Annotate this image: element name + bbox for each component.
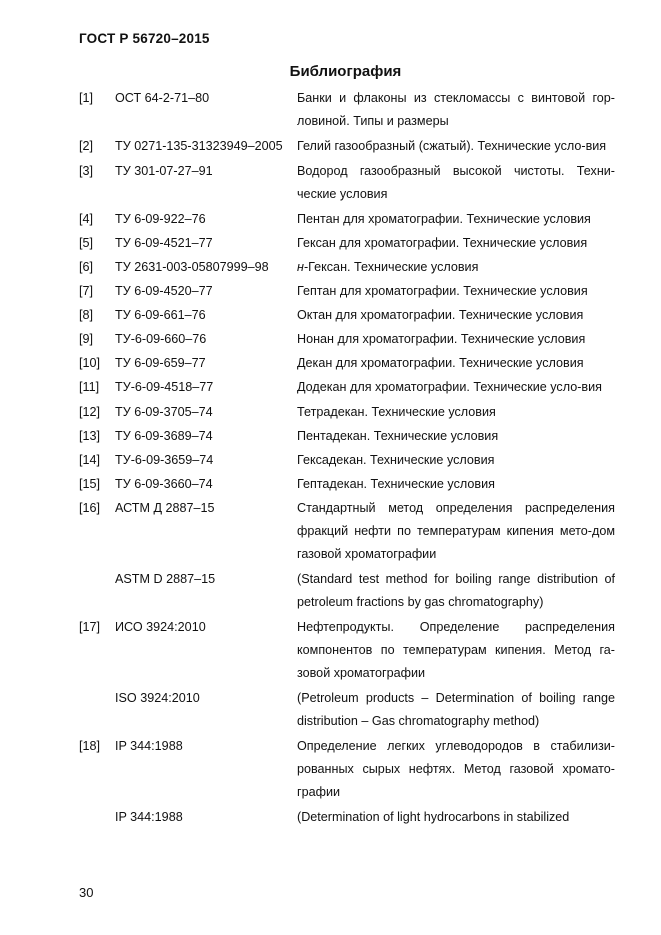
- bibliography-entry: [79, 208, 619, 231]
- entry-description: Октан для хроматографии. Технические условия: [297, 308, 584, 322]
- entry-code: ASTM D 2887–15: [115, 572, 216, 586]
- entry-code: IP 344:1988: [115, 810, 183, 824]
- entry-number: [3]: [79, 164, 94, 178]
- entry-description: Водород газообразный высокой чистоты. Техни-ческие условия: [297, 164, 615, 201]
- entry-number: [2]: [79, 139, 94, 153]
- entry-code: АСТМ Д 2887–15: [115, 501, 215, 515]
- entry-code: ИСО 3924:2010: [115, 620, 206, 634]
- entry-code: ТУ 6-09-659–77: [115, 356, 206, 370]
- entry-description: (Petroleum products – Determination of boiling range distribution – Gas chromatography method): [297, 691, 615, 728]
- bibliography-entry: [79, 232, 619, 255]
- entry-description: Гептан для хроматографии. Технические условия: [297, 284, 588, 298]
- entry-code: ТУ-6-09-3659–74: [115, 453, 214, 467]
- entry-description: Гексан для хроматографии. Технические условия: [297, 236, 588, 250]
- entry-number: [18]: [79, 739, 101, 753]
- bibliography-list: [79, 87, 619, 830]
- bibliography-entry: [79, 160, 619, 206]
- entry-code: ТУ 6-09-3705–74: [115, 405, 213, 419]
- entry-code: ТУ 6-09-3660–74: [115, 477, 213, 491]
- entry-number: [12]: [79, 405, 101, 419]
- bibliography-entry: [79, 497, 619, 566]
- entry-number: [17]: [79, 620, 101, 634]
- entry-number: [4]: [79, 212, 94, 226]
- entry-code: ТУ 6-09-661–76: [115, 308, 206, 322]
- entry-description: Определение легких углеводородов в стабилизи-рованных сырых нефтях. Метод газовой хромато-графии: [297, 739, 615, 799]
- entry-description: Пентан для хроматографии. Технические условия: [297, 212, 591, 226]
- bibliography-entry: [79, 352, 619, 375]
- entry-number: [13]: [79, 429, 101, 443]
- entry-number: [9]: [79, 332, 94, 346]
- entry-code: ТУ 6-09-922–76: [115, 212, 206, 226]
- section-title: Библиография: [289, 63, 402, 80]
- entry-description: Додекан для хроматографии. Технические усло-вия: [297, 380, 602, 394]
- entry-number: [10]: [79, 356, 101, 370]
- entry-number: [16]: [79, 501, 101, 515]
- entry-description: [297, 256, 615, 279]
- entry-number: [7]: [79, 284, 94, 298]
- entry-number: [8]: [79, 308, 94, 322]
- document-header: ГОСТ Р 56720–2015: [79, 31, 210, 46]
- entry-code: ISO 3924:2010: [115, 691, 200, 705]
- entry-description: Нонан для хроматографии. Технические условия: [297, 332, 586, 346]
- entry-code: ТУ-6-09-4518–77: [115, 380, 214, 394]
- entry-code: ТУ 6-09-4521–77: [115, 236, 213, 250]
- entry-code: ОСТ 64-2-71–80: [115, 91, 210, 105]
- entry-number: [5]: [79, 236, 94, 250]
- entry-number: [79, 687, 115, 733]
- entry-description-italic-prefix: н: [297, 260, 304, 274]
- entry-code: ТУ 2631-003-05807999–98: [115, 260, 269, 274]
- bibliography-entry: [79, 401, 619, 424]
- entry-description: Нефтепродукты. Определение распределения компонентов по температурам кипения. Метод га-зовой хроматографии: [297, 620, 615, 680]
- bibliography-entry: [79, 425, 619, 448]
- bibliography-entry: [79, 449, 619, 472]
- entry-description: (Standard test method for boiling range distribution of petroleum fractions by gas chromatography): [297, 572, 615, 609]
- entry-code: ТУ 6-09-3689–74: [115, 429, 213, 443]
- bibliography-entry: [79, 806, 619, 829]
- entry-number: [14]: [79, 453, 101, 467]
- bibliography-entry: [79, 568, 619, 614]
- entry-description: Банки и флаконы из стекломассы с винтовой гор-ловиной. Типы и размеры: [297, 91, 615, 128]
- entry-description: Стандартный метод определения распределения фракций нефти по температурам кипения мето-дом газовой хроматографии: [297, 501, 615, 561]
- bibliography-entry: [79, 473, 619, 496]
- bibliography-entry: [79, 280, 619, 303]
- entry-description: Гептадекан. Технические условия: [297, 477, 495, 491]
- entry-number: [11]: [79, 380, 100, 394]
- entry-code: ТУ-6-09-660–76: [115, 332, 207, 346]
- entry-description: Пентадекан. Технические условия: [297, 429, 499, 443]
- entry-number: [15]: [79, 477, 101, 491]
- page-number: 30: [79, 885, 94, 900]
- entry-code: IP 344:1988: [115, 739, 183, 753]
- bibliography-entry: [79, 328, 619, 351]
- entry-description-text: -Гексан. Технические условия: [303, 260, 479, 274]
- bibliography-entry: [79, 616, 619, 685]
- bibliography-entry: [79, 87, 619, 133]
- bibliography-entry: [79, 735, 619, 804]
- entry-description: Гелий газообразный (сжатый). Технические усло-вия: [297, 139, 607, 153]
- entry-number: [79, 568, 115, 614]
- entry-number: [79, 806, 115, 829]
- entry-description: (Determination of light hydrocarbons in stabilized: [297, 810, 570, 824]
- bibliography-entry: [79, 256, 619, 279]
- entry-code: ТУ 6-09-4520–77: [115, 284, 213, 298]
- bibliography-entry: [79, 304, 619, 327]
- entry-description: Декан для хроматографии. Технические условия: [297, 356, 584, 370]
- entry-code: ТУ 301-07-27–91: [115, 164, 213, 178]
- entry-number: [1]: [79, 91, 94, 105]
- entry-number: [6]: [79, 260, 94, 274]
- bibliography-entry: [79, 687, 619, 733]
- bibliography-entry: [79, 135, 619, 158]
- entry-description: Гексадекан. Технические условия: [297, 453, 495, 467]
- bibliography-entry: [79, 376, 619, 399]
- entry-description: Тетрадекан. Технические условия: [297, 405, 496, 419]
- entry-code: ТУ 0271-135-31323949–2005: [115, 139, 283, 153]
